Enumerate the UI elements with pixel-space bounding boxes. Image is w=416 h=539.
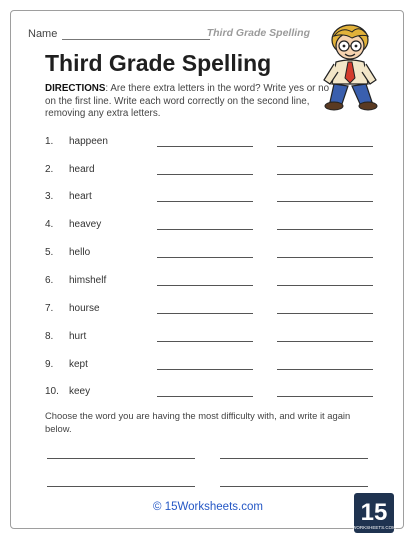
item-word: kept [69, 359, 88, 370]
item-number: 7. [45, 303, 54, 314]
directions-text: : Are there extra letters in the word? Write yes or no on the first line. Write each word correctly on the second line, removing any extra letters. [45, 83, 330, 119]
answer-line-yes-no[interactable] [157, 285, 253, 286]
list-item [45, 247, 385, 263]
answer-line-yes-no[interactable] [157, 341, 253, 342]
difficult-word-line[interactable] [47, 458, 195, 459]
name-label: Name [28, 28, 58, 40]
item-word: himshelf [69, 275, 107, 286]
answer-line-correct[interactable] [277, 146, 373, 147]
difficult-word-line[interactable] [47, 486, 195, 487]
item-number: 8. [45, 331, 54, 342]
item-number: 9. [45, 359, 54, 370]
answer-line-correct[interactable] [277, 313, 373, 314]
directions [45, 83, 340, 121]
badge-number: 15 [360, 499, 388, 526]
answer-line-correct[interactable] [277, 369, 373, 370]
difficult-word-line[interactable] [220, 458, 368, 459]
badge-text: WORKSHEETS.COM [352, 525, 396, 530]
name-line [62, 39, 210, 40]
answer-line-yes-no[interactable] [157, 396, 253, 397]
header-brand: Third Grade Spelling [206, 27, 310, 39]
15worksheets-logo-icon [352, 493, 396, 533]
answer-line-yes-no[interactable] [157, 201, 253, 202]
list-item [45, 386, 385, 402]
directions-label: DIRECTIONS [45, 83, 106, 94]
item-number: 5. [45, 247, 54, 258]
answer-line-yes-no[interactable] [157, 229, 253, 230]
answer-line-correct[interactable] [277, 201, 373, 202]
name-row [28, 28, 318, 44]
item-word: heavey [69, 219, 102, 230]
difficult-word-line[interactable] [220, 486, 368, 487]
copyright-link[interactable]: © 15Worksheets.com [153, 501, 263, 513]
list-item [45, 219, 385, 235]
item-word: keey [69, 386, 91, 397]
item-word: happeen [69, 136, 108, 147]
list-item [45, 303, 385, 319]
page-title: Third Grade Spelling [45, 50, 272, 76]
answer-line-correct[interactable] [277, 341, 373, 342]
list-item [45, 191, 385, 207]
item-number: 3. [45, 191, 54, 202]
list-item [45, 164, 385, 180]
choose-instructions: Choose the word you are having the most difficulty with, and write it again below. [45, 410, 351, 434]
boy-mascot-illustration [316, 22, 386, 112]
item-number: 10. [45, 386, 59, 397]
list-item [45, 275, 385, 291]
answer-line-correct[interactable] [277, 285, 373, 286]
list-item [45, 359, 385, 375]
answer-line-yes-no[interactable] [157, 146, 253, 147]
item-word: hello [69, 247, 91, 258]
item-number: 1. [45, 136, 54, 147]
list-item [45, 331, 385, 347]
answer-line-correct[interactable] [277, 257, 373, 258]
answer-line-yes-no[interactable] [157, 313, 253, 314]
item-word: heard [69, 164, 95, 175]
answer-line-yes-no[interactable] [157, 257, 253, 258]
item-word: hurt [69, 331, 87, 342]
item-word: heart [69, 191, 92, 202]
answer-line-correct[interactable] [277, 174, 373, 175]
answer-line-yes-no[interactable] [157, 174, 253, 175]
item-number: 2. [45, 164, 54, 175]
item-number: 6. [45, 275, 54, 286]
answer-line-yes-no[interactable] [157, 369, 253, 370]
answer-line-correct[interactable] [277, 396, 373, 397]
item-number: 4. [45, 219, 54, 230]
answer-line-correct[interactable] [277, 229, 373, 230]
list-item [45, 136, 385, 152]
item-word: hourse [69, 303, 100, 314]
